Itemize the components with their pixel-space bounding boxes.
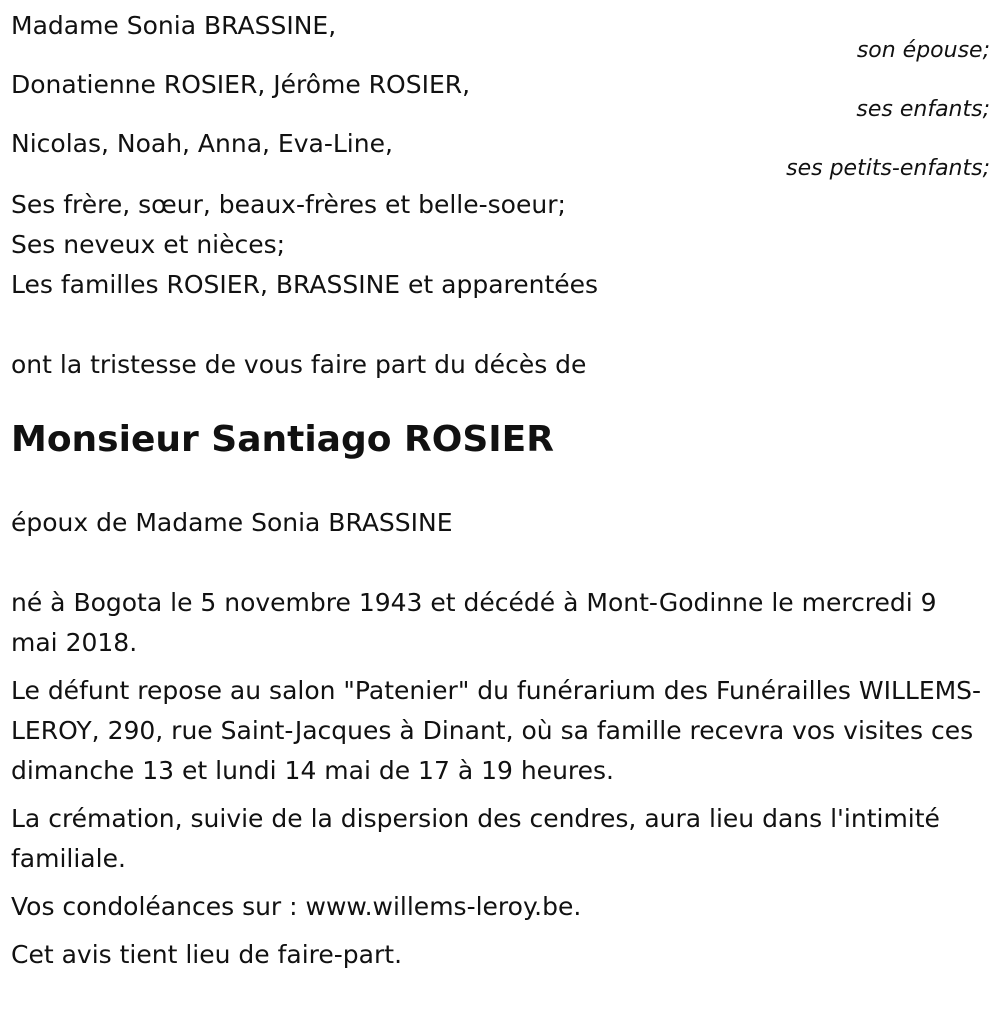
- relatives-line: Ses frère, sœur, beaux-frères et belle-soeur;: [11, 190, 566, 219]
- family-member-role: ses enfants;: [856, 97, 990, 122]
- spouse-line: époux de Madame Sonia BRASSINE: [11, 508, 453, 537]
- family-entry-spouse: [11, 8, 990, 63]
- family-member-name: Donatienne ROSIER, Jérôme ROSIER,: [11, 70, 471, 99]
- cremation-paragraph: La crémation, suivie de la dispersion des cendres, aura lieu dans l'intimité familiale.: [11, 804, 940, 873]
- announcement-intro: ont la tristesse de vous faire part du décès de: [11, 350, 587, 379]
- family-entry-children: [11, 67, 990, 122]
- family-member-role: ses petits-enfants;: [786, 156, 990, 181]
- viewing-paragraph: Le défunt repose au salon "Patenier" du funérarium des Funérailles WILLEMS-LEROY, 290, rue Saint-Jacques à Dinant, où sa famille recevra vos visites ces dimanche 13 et lundi 14 mai de 17 à 19 heures.: [11, 676, 982, 785]
- family-member-name: Nicolas, Noah, Anna, Eva-Line,: [11, 129, 393, 158]
- notice-details: [11, 583, 990, 975]
- relatives-line: Les familles ROSIER, BRASSINE et apparentées: [11, 270, 599, 299]
- relatives-line: Ses neveux et nièces;: [11, 230, 286, 259]
- birth-death-paragraph: né à Bogota le 5 novembre 1943 et décédé à Mont-Godinne le mercredi 9 mai 2018.: [11, 588, 937, 657]
- deceased-name: Monsieur Santiago ROSIER: [11, 419, 554, 460]
- condolences-paragraph: Vos condoléances sur : www.willems-leroy.be.: [11, 892, 582, 921]
- family-list: [11, 8, 990, 181]
- family-entry-grandchildren: [11, 126, 990, 181]
- family-member-role: son épouse;: [856, 38, 990, 63]
- closing-paragraph: Cet avis tient lieu de faire-part.: [11, 940, 403, 969]
- other-relatives: [11, 185, 990, 305]
- family-member-name: Madame Sonia BRASSINE,: [11, 11, 337, 40]
